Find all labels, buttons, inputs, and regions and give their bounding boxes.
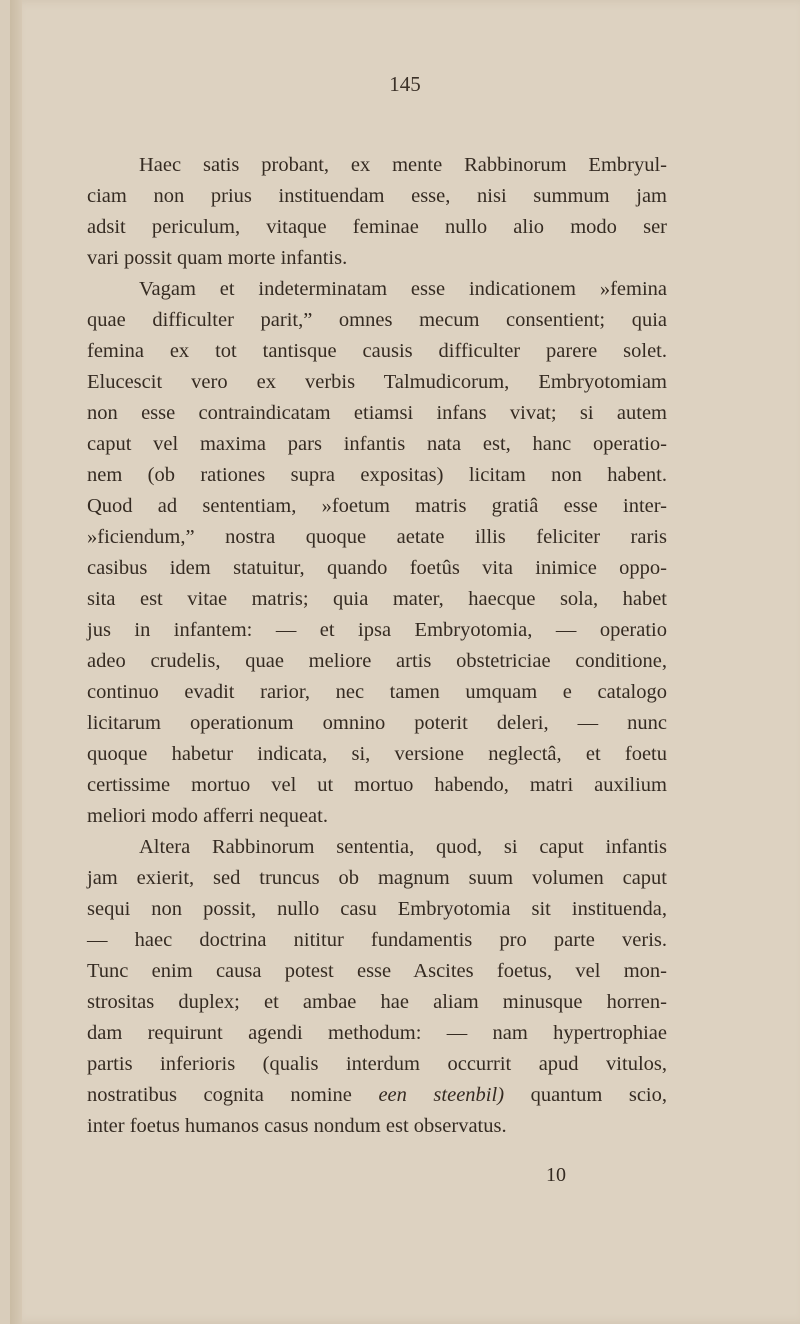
- text-line: licitarum operationum omnino poterit deleri, — nunc: [87, 712, 667, 734]
- body-text: [87, 150, 667, 1142]
- italic-term: een steenbil): [378, 1084, 505, 1106]
- text-line: adsit periculum, vitaque feminae nullo alio modo ser: [87, 216, 667, 238]
- text-line: Vagam et indeterminatam esse indicationem »femina: [139, 278, 667, 300]
- text-line: Tunc enim causa potest esse Ascites foetus, vel mon-: [87, 960, 667, 982]
- text-line: [87, 1080, 667, 1111]
- text-line: jus in infantem: — et ipsa Embryotomia, — operatio: [87, 619, 667, 641]
- text-line: meliori modo afferri nequeat.: [87, 805, 328, 827]
- text-line: caput vel maxima pars infantis nata est, hanc operatio-: [87, 433, 667, 455]
- text-line: continuo evadit rarior, nec tamen umquam e catalogo: [87, 681, 667, 703]
- text-line: certissime mortuo vel ut mortuo habendo, matri auxilium: [87, 774, 667, 796]
- text-line: femina ex tot tantisque causis difficulter parere solet.: [87, 340, 667, 362]
- text-line: partis inferioris (qualis interdum occurrit apud vitulos,: [87, 1053, 667, 1075]
- text-line: — haec doctrina nititur fundamentis pro parte veris.: [87, 929, 667, 951]
- book-page: [10, 0, 800, 1324]
- page-binding-edge: [10, 0, 22, 1324]
- text-line: dam requirunt agendi methodum: — nam hypertrophiae: [87, 1022, 667, 1044]
- text-line: non esse contraindicatam etiamsi infans vivat; si autem: [87, 402, 667, 424]
- text-line: Elucescit vero ex verbis Talmudicorum, Embryotomiam: [87, 371, 667, 393]
- text-line: quae difficulter parit,” omnes mecum consentient; quia: [87, 309, 667, 331]
- text-line: sita est vitae matris; quia mater, haecque sola, habet: [87, 588, 667, 610]
- text-line: ciam non prius instituendam esse, nisi summum jam: [87, 185, 667, 207]
- text-line: adeo crudelis, quae meliore artis obstetriciae conditione,: [87, 650, 667, 672]
- text-line: vari possit quam morte infantis.: [87, 247, 348, 269]
- text-line: »ficiendum,” nostra quoque aetate illis feliciter raris: [87, 526, 667, 548]
- text-segment: quantum scio,: [504, 1084, 668, 1106]
- text-line: Altera Rabbinorum sententia, quod, si caput infantis: [139, 836, 667, 858]
- text-line: casibus idem statuitur, quando foetûs vita inimice oppo-: [87, 557, 667, 579]
- text-segment: nostratibus cognita nomine: [87, 1084, 379, 1106]
- signature-mark: 10: [546, 1164, 566, 1186]
- text-line: Haec satis probant, ex mente Rabbinorum Embryul-: [139, 154, 667, 176]
- text-line: jam exierit, sed truncus ob magnum suum volumen caput: [87, 867, 667, 889]
- text-line: quoque habetur indicata, si, versione neglectâ, et foetu: [87, 743, 667, 765]
- text-line: inter foetus humanos casus nondum est observatus.: [87, 1115, 507, 1137]
- text-line: nem (ob rationes supra expositas) licitam non habent.: [87, 464, 667, 486]
- text-line: strositas duplex; et ambae hae aliam minusque horren-: [87, 991, 667, 1013]
- text-line: sequi non possit, nullo casu Embryotomia sit instituenda,: [87, 898, 667, 920]
- page-number: 145: [389, 72, 421, 96]
- text-line: Quod ad sententiam, »foetum matris gratiâ esse inter-: [87, 495, 667, 517]
